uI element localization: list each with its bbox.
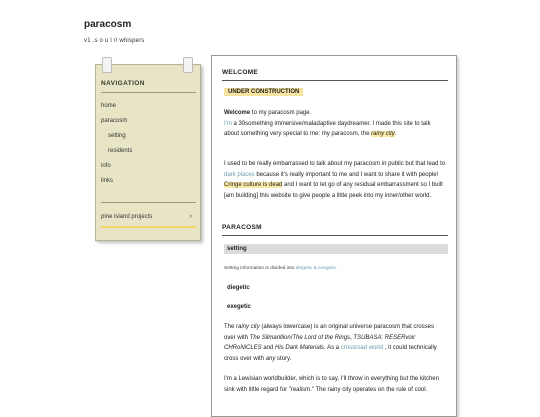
rainy-city-highlight: rainy city bbox=[371, 131, 395, 137]
paracosm-rule bbox=[222, 235, 448, 236]
nav-item-home[interactable]: home bbox=[101, 103, 117, 109]
dark-places-link[interactable]: dark places bbox=[224, 171, 255, 178]
paracosm-heading: PARACOSM bbox=[222, 224, 262, 231]
welcome-bold: Welcome bbox=[224, 110, 251, 116]
tape-pin-left bbox=[102, 57, 112, 73]
welcome-heading: WELCOME bbox=[222, 69, 259, 76]
navigation-divider bbox=[101, 92, 196, 93]
cringe-culture-highlight: Cringe culture is dead bbox=[224, 182, 283, 188]
site-title: paracosm bbox=[84, 19, 132, 30]
chevron-right-icon: › bbox=[189, 213, 192, 220]
nav-item-pine-island-projects[interactable] bbox=[101, 214, 196, 228]
intro-paragraph: I used to be really embarrassed to talk about my paracosm in public but that lead to dark places because it's really important to me and I want to share it with people! Cringe culture is dead and I want to let go of any residual embarrassment so I built [am building] this website to give people a little peek into my inner/other world. bbox=[224, 161, 446, 199]
nav-item-links[interactable]: links bbox=[101, 178, 114, 184]
tape-pin-right bbox=[183, 57, 193, 73]
welcome-paragraph: Welcome to my paracosm page. I'm a 30something immersive/maladaptive daydreamer. I made this site to talk about something very special to me: my paracosm, the rainy city. bbox=[224, 110, 431, 137]
welcome-rule bbox=[222, 80, 448, 81]
about-me-link[interactable]: I'm bbox=[224, 120, 232, 127]
diegetic-subheading: diegetic bbox=[227, 285, 250, 291]
crossroad-world-link[interactable]: crossroad world bbox=[340, 345, 384, 351]
setting-banner: setting bbox=[224, 244, 448, 254]
exegetic-subheading: exegetic bbox=[227, 304, 252, 310]
worldbuilder-paragraph: I'm a Lewisian worldbuilder, which is to say, I'll throw in everything but the kitchen sink with little regard for "realism." The rainy city operates on the rule of cool. bbox=[224, 376, 439, 393]
navigation-panel bbox=[95, 64, 201, 241]
nav-item-info[interactable]: info bbox=[101, 163, 111, 169]
nav-item-residents[interactable]: residents bbox=[108, 148, 133, 154]
site-tagline: v1 .s o u l // whispers bbox=[84, 38, 145, 44]
rainy-city-paragraph: The rainy city (always lowercase) is an original universe paracosm that crosses over with The Silmarillion/The Lord of the Rings, TSUBASA: RESERvoir CHRoNiCLES and His Dark Materials. As a crossroad world , it could technically cross over with any story. bbox=[224, 324, 437, 362]
nav-item-paracosm[interactable]: paracosm bbox=[101, 118, 128, 124]
under-construction-banner: UNDER CONSTRUCTION bbox=[224, 88, 303, 96]
nav-item-setting[interactable]: setting bbox=[108, 133, 126, 139]
diegetic-exegetic-link[interactable]: diegetic & exegetic bbox=[295, 266, 336, 271]
setting-note: Setting information is divided into diegetic & exegetic . bbox=[224, 266, 339, 271]
navigation-divider-bottom bbox=[101, 202, 196, 203]
main-panel bbox=[211, 55, 457, 417]
navigation-heading: NAVIGATION bbox=[101, 80, 145, 87]
nav-feature-label: pine island projects bbox=[101, 214, 153, 220]
